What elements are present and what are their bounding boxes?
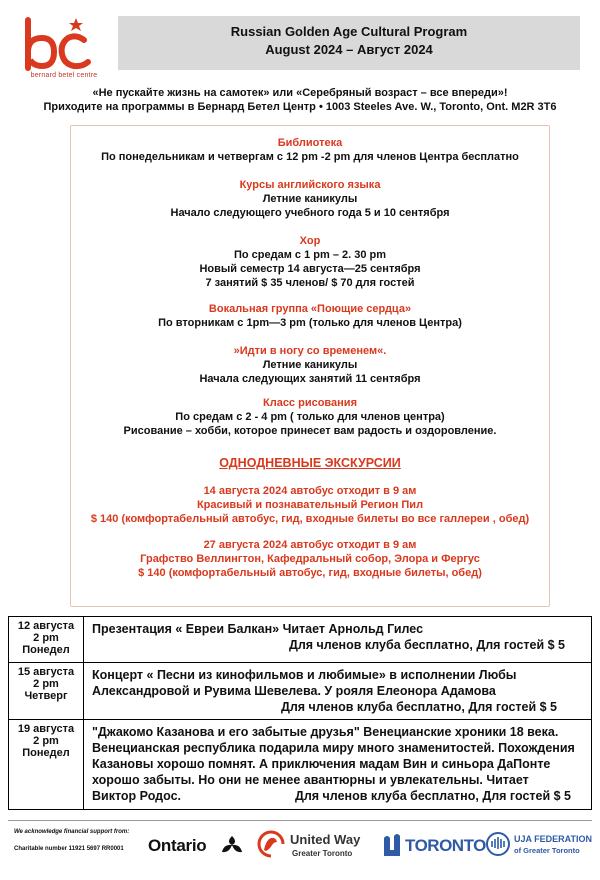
section-choir (71, 234, 549, 290)
uja-emblem-icon (486, 832, 510, 856)
trip1-line2: Красивый и познавательный Регион Пил (196, 499, 424, 511)
english-line1: Летние каникулы (262, 193, 358, 205)
intro (10, 86, 590, 114)
event-time: 2 pm (33, 735, 59, 747)
event-date: 19 августа (17, 723, 75, 735)
trip2-line2: Графство Веллингтон, Кафедральный собор, Элора и Фергус (140, 553, 480, 565)
choir-line3: 7 занятий $ 35 членов/ $ 70 для гостей (205, 277, 415, 289)
event-date-cell (9, 663, 84, 720)
event-text: Александровой и Рувима Шевелева. У рояля Елеонора Адамова (92, 684, 496, 698)
keep-up-line1: Летние каникулы (262, 359, 358, 371)
excursion-2 (71, 538, 549, 580)
title-banner (118, 16, 580, 70)
lecture-schedule (8, 616, 592, 810)
library-title: Библиотека (277, 137, 343, 149)
united-way-hand-icon (256, 830, 286, 858)
event-price: Для членов клуба бесплатно, Для гостей $ 5 (294, 789, 571, 803)
event-last-line (92, 788, 585, 804)
table-row (9, 663, 592, 720)
event-description (84, 720, 592, 810)
united-way-subtext: Greater Toronto (292, 849, 353, 858)
section-excursions (71, 456, 549, 470)
trip1-line1: 14 августа 2024 автобус отходит в 9 ам (203, 485, 417, 497)
drawing-line2: Рисование – хобби, которое принесет вам радость и оздоровление. (123, 425, 497, 437)
event-text: хорошо забыты. Но они не менее авантюрны и увлекательны. Читает (92, 773, 529, 787)
event-time: 2 pm (33, 632, 59, 644)
program-date: August 2024 – Август 2024 (265, 42, 433, 57)
event-text: "Джакомо Казанова и его забытые друзья" Венецианские хроники 18 века. (92, 725, 559, 739)
charitable-number: Charitable number 11921 5697 RR0001 (14, 846, 124, 852)
choir-line1: По средам с 1 pm – 2. 30 pm (233, 249, 387, 261)
english-line2: Начало следующего учебного года 5 и 10 сентября (170, 207, 450, 219)
drawing-line1: По средам с 2 - 4 pm ( только для членов центра) (175, 411, 445, 423)
intro-slogan: «Не пускайте жизнь на самотек» или «Серебряный возраст – все впереди»! (92, 87, 508, 99)
program-title: Russian Golden Age Cultural Program (230, 24, 468, 39)
trip1-line3: $ 140 (комфортабельный автобус, гид, входные билеты во все галлереи , обед) (90, 513, 530, 525)
section-english (71, 178, 549, 220)
ontario-logo-text: Ontario (148, 836, 207, 855)
section-library (71, 136, 549, 164)
event-date: 15 августа (17, 666, 75, 678)
logo-caption: bernard betel centre (30, 72, 98, 79)
event-description (84, 617, 592, 663)
choir-line2: Новый семестр 14 августа—25 сентября (199, 263, 421, 275)
event-price: Для членов клуба бесплатно, Для гостей $ 5 (288, 638, 565, 652)
section-vocal (71, 302, 549, 330)
event-date-cell (9, 617, 84, 663)
toronto-city-hall-icon (382, 832, 402, 858)
section-keep-up (71, 344, 549, 386)
event-date-cell (9, 720, 84, 810)
event-date: 12 августа (17, 620, 75, 632)
event-text: Венецианская республика подарила миру много знаменитостей. Похождения (92, 741, 575, 755)
keep-up-title: »Идти в ногу со временем«. (233, 345, 387, 357)
drawing-title: Класс рисования (263, 397, 357, 409)
excursions-title: ОДНОДНЕВНЫЕ ЭКСКУРСИИ (219, 456, 401, 470)
event-time: 2 pm (33, 678, 59, 690)
keep-up-line2: Начала следующих занятий 11 сентября (199, 373, 421, 385)
united-way-text: United Way (290, 832, 361, 847)
trillium-icon (220, 834, 244, 856)
footer-divider (8, 820, 592, 821)
uja-text: UJA FEDERATION (514, 834, 593, 844)
event-text: Концерт « Песни из кинофильмов и любимые» в исполнении Любы (92, 668, 517, 682)
vocal-line1: По вторникам с 1pm—3 pm (только для членов Центра) (158, 317, 462, 329)
excursion-1 (71, 484, 549, 526)
vocal-title: Вокальная группа «Поющие сердца» (208, 303, 412, 315)
table-row (9, 720, 592, 810)
trip2-line3: $ 140 (комфортабельный автобус, гид, входные билеты, обед) (138, 567, 482, 579)
event-day: Четверг (24, 690, 68, 702)
event-text: Казановы хорошо помнят. А приключения мадам Вин и синьора ДаПонте (92, 757, 551, 771)
event-text: Презентация « Евреи Балкан» Читает Арнольд Гилес (92, 622, 424, 636)
event-reader: Виктор Родос. (92, 789, 181, 803)
event-description (84, 663, 592, 720)
intro-address: Приходите на программы в Бернард Бетел Центр • 1003 Steeles Ave. W., Toronto, Ont. M2R 3T6 (43, 101, 557, 113)
event-day: Понедел (22, 644, 70, 656)
trip2-line1: 27 августа 2024 автобус отходит в 9 ам (203, 539, 417, 551)
english-title: Курсы английского языка (239, 179, 381, 191)
table-row (9, 617, 592, 663)
support-acknowledgement: We acknowledge financial support from: (14, 829, 130, 835)
programs-panel (70, 125, 550, 607)
uja-subtext: of Greater Toronto (514, 846, 580, 855)
event-price: Для членов клуба бесплатно, Для гостей $ 5 (280, 700, 557, 714)
event-day: Понедел (22, 747, 70, 759)
choir-title: Хор (299, 235, 321, 247)
toronto-logo-text: TORONTO (405, 836, 486, 855)
section-drawing (71, 396, 549, 438)
library-line: По понедельникам и четвергам с 12 pm -2 pm для членов Центра бесплатно (101, 151, 519, 163)
